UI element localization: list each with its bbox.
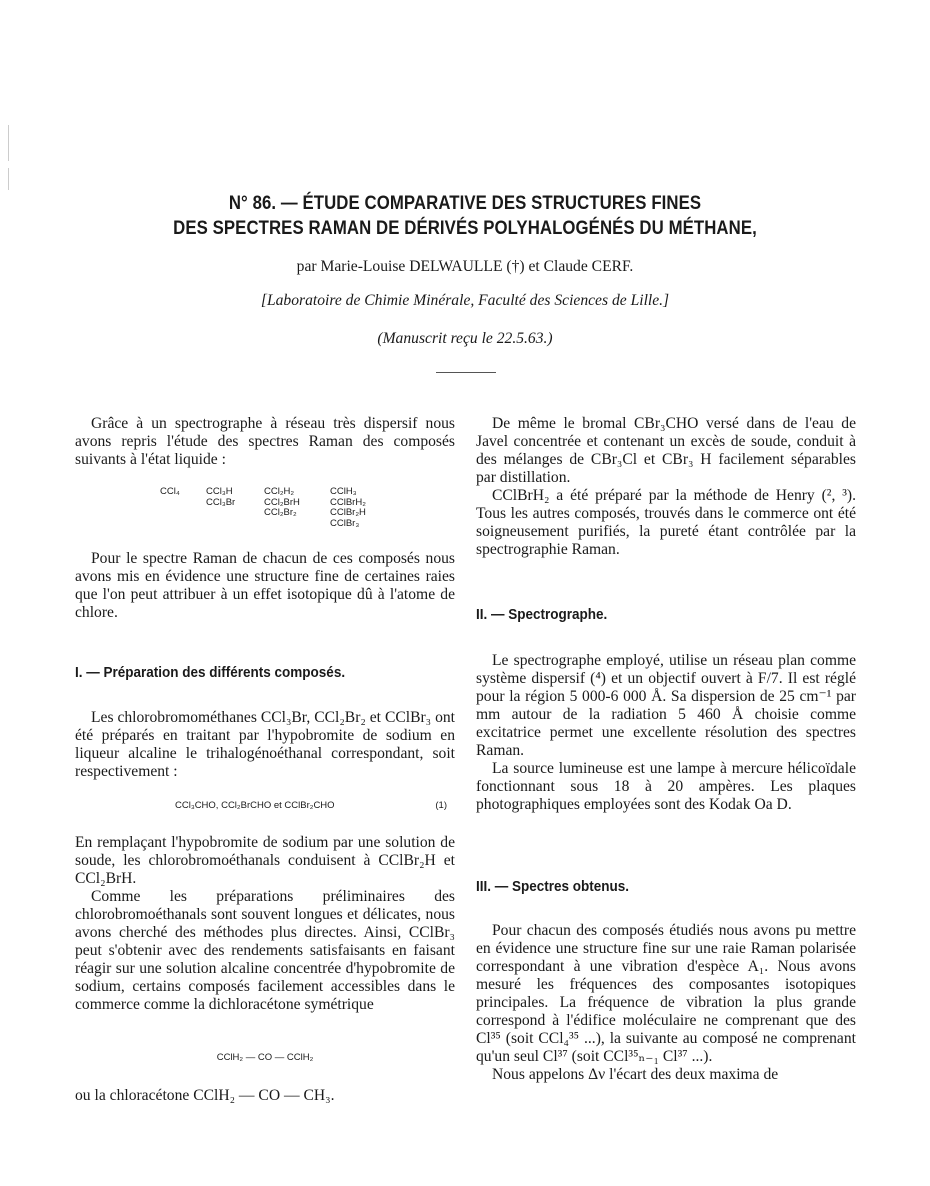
compound-item: CCl₂Br₂ bbox=[264, 507, 297, 518]
equation-1 bbox=[75, 801, 455, 815]
section-heading-spectrograph: II. — Spectrographe. bbox=[476, 606, 608, 623]
compound-item: CCl₃Br bbox=[206, 496, 236, 508]
bromal-paragraph-block bbox=[476, 415, 856, 559]
spectrograph-paragraph: Le spectrographe employé, utilise un réseau plan comme système dispersif (⁴) et un objectif ouvert à F/7. Il est réglé pour la région 5 000-6 000 Å. Sa dispersion de 25 cm⁻¹ par mm autour de la radiation 5 460 Å choisie comme excitatrice permet une excellente résolution des spectres Raman. bbox=[476, 652, 856, 759]
compound-col-3 bbox=[264, 487, 300, 519]
compound-item: CClBr₃ bbox=[330, 517, 360, 529]
compound-item: CCl₄ bbox=[160, 486, 180, 497]
spectrograph-paragraph-block bbox=[476, 652, 856, 814]
compound-item: CCl₂H₂ bbox=[264, 486, 295, 497]
compound-table bbox=[160, 487, 410, 533]
article-title-line-2: DES SPECTRES RAMAN DE DÉRIVÉS POLYHALOGÉNÉS DU MÉTHANE, bbox=[173, 217, 757, 239]
compound-col-2 bbox=[206, 487, 235, 508]
soda-paragraph: En remplaçant l'hypobromite de sodium par une solution de soude, les chlorobromoéthanals conduisent à CClBr₂H et CCl₂BrH. bbox=[75, 834, 455, 887]
intro-paragraph: Grâce à un spectrographe à réseau très dispersif nous avons repris l'étude des spectres Raman des composés suivants à l'état liquide : bbox=[75, 415, 455, 468]
equation-1-text: CCl₃CHO, CCl₂BrCHO et CClBr₂CHO bbox=[175, 800, 335, 811]
compound-item: CClH₃ bbox=[330, 486, 357, 497]
equation-2: CClH₂ — CO — CClH₂ bbox=[216, 1052, 314, 1063]
affiliation-line: [Laboratoire de Chimie Minérale, Faculté des Sciences de Lille.] bbox=[260, 292, 670, 309]
spectra-paragraph: Pour chacun des composés étudiés nous avons pu mettre en évidence une structure fine sur une raie Raman polarisée correspondant à une vibration d'espèce A₁. Nous avons mesuré les fréquences des composantes isotopiques principales. La fréquence de vibration la plus grande correspond à l'édifice moléculaire ne comprenant que des Cl³⁵ (soit CCl₄³⁵ ...), la suivante au composé ne comprenant qu'un seul Cl³⁷ (soit CCl³⁵ₙ₋₁ Cl³⁷ ...). bbox=[476, 922, 856, 1065]
compound-item: CClBrH₂ bbox=[330, 496, 366, 508]
compound-item: CClBr₂H bbox=[330, 507, 366, 518]
equation-1-number: (1) bbox=[435, 800, 447, 811]
light-source-paragraph: La source lumineuse est une lampe à mercure hélicoïdale fonctionnant sous 18 à 20 ampères. Les plaques photographiques employées sont des Kodak Oa D. bbox=[476, 760, 856, 813]
preparation-paragraph: Les chlorobromométhanes CCl₃Br, CCl₂Br₂ et CClBr₃ ont été préparés en traitant par l'hypobromite de sodium en liqueur alcaline le trihalogénoéthanal correspondant, soit respectivement : bbox=[75, 709, 455, 780]
authors-line: par Marie-Louise DELWAULLE (†) et Claude CERF. bbox=[296, 258, 634, 275]
preparation-paragraph-block bbox=[75, 709, 455, 781]
bromal-paragraph: De même le bromal CBr₃CHO versé dans de l'eau de Javel concentrée et contenant un excès de soude, conduit à des mélanges de CBr₃Cl et CBr₃ H facilement séparables par distillation. bbox=[476, 415, 856, 486]
scan-margin-mark bbox=[8, 168, 9, 190]
chloracetone-paragraph: ou la chloracétone CClH₂ — CO — CH₃. bbox=[75, 1087, 335, 1104]
henry-method-paragraph: CClBrH₂ a été préparé par la méthode de Henry (², ³). Tous les autres composés, trouvés dans le commerce ont été soigneusement purifiés, la pureté étant contrôlée par la spectrographie Raman. bbox=[476, 487, 856, 558]
received-date-line: (Manuscrit reçu le 22.5.63.) bbox=[377, 330, 553, 347]
compound-col-1 bbox=[160, 487, 180, 498]
soda-paragraph-block bbox=[75, 834, 455, 1014]
section-heading-preparation: I. — Préparation des différents composés. bbox=[75, 664, 346, 681]
compound-item: CCl₃H bbox=[206, 486, 233, 497]
scan-margin-mark bbox=[8, 125, 9, 161]
spectra-paragraph-block bbox=[476, 922, 856, 1084]
intro-paragraph-block bbox=[75, 415, 455, 469]
article-title-line-1: N° 86. — ÉTUDE COMPARATIVE DES STRUCTURES FINES bbox=[228, 192, 702, 214]
direct-methods-paragraph: Comme les préparations préliminaires des chlorobromoéthanals sont souvent longues et délicates, nous avons cherché des méthodes plus directes. Ainsi, CClBr₃ peut s'obtenir avec des rendements satisfaisants en faisant réagir sur une solution alcaline concentrée d'hypobromite de sodium, certains composés facilement accessibles dans le commerce comme la dichloracétone symétrique bbox=[75, 888, 455, 1013]
chloracetone-paragraph-block bbox=[75, 1087, 455, 1105]
section-heading-spectra: III. — Spectres obtenus. bbox=[476, 878, 630, 895]
compound-col-4 bbox=[330, 487, 366, 529]
isotope-paragraph: Pour le spectre Raman de chacun de ces composés nous avons mis en évidence une structure fine de certaines raies que l'on peut attribuer à un effet isotopique dû à l'atome de chlore. bbox=[75, 550, 455, 621]
header-divider bbox=[436, 372, 496, 373]
compound-item: CCl₂BrH bbox=[264, 496, 300, 508]
isotope-paragraph-block bbox=[75, 550, 455, 622]
delta-nu-paragraph: Nous appelons Δν l'écart des deux maxima de bbox=[492, 1066, 779, 1083]
